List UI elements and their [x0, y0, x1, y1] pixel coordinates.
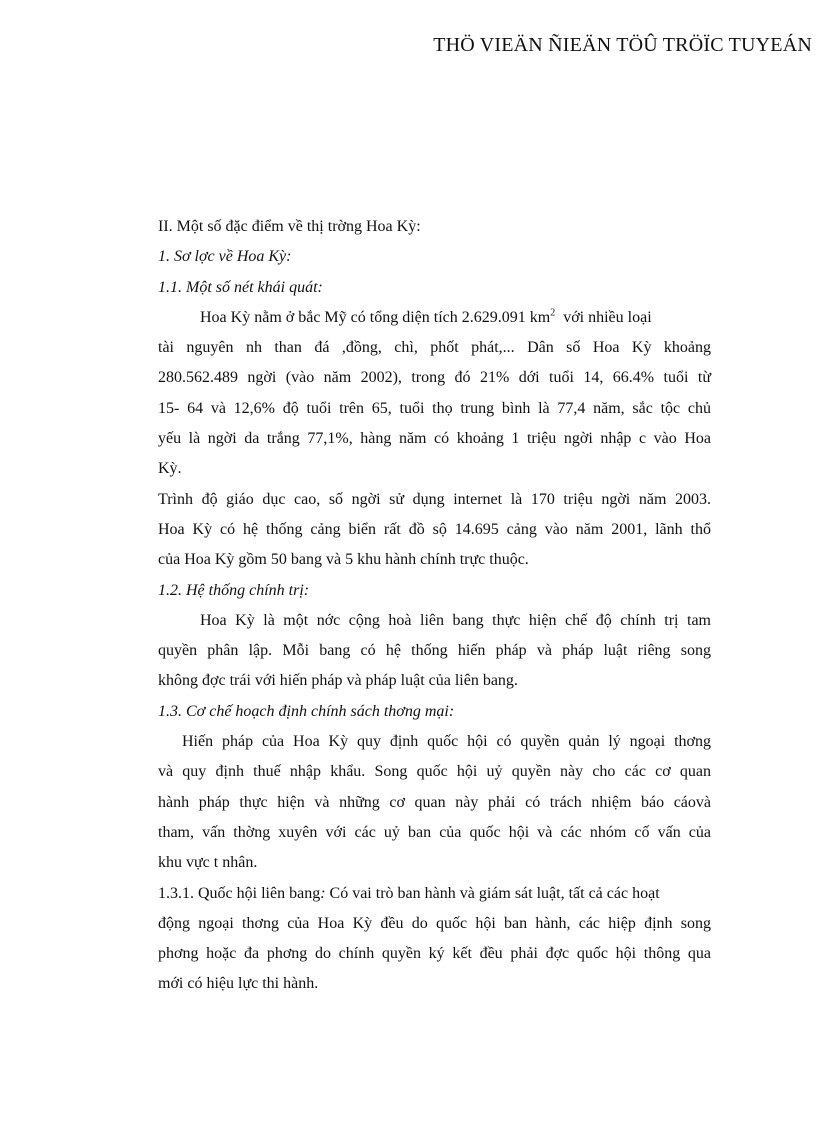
- paragraph-line: Hiến pháp của Hoa Kỳ quy định quốc hội có quyền quản lý ngoại thơng: [182, 733, 711, 751]
- paragraph-line: động ngoại thơng của Hoa Kỳ đều do quốc hội ban hành, các hiệp định song: [158, 914, 711, 932]
- paragraph-text: Hoa Kỳ nằm ở bắc Mỹ có tổng diện tích 2.629.091 km: [200, 308, 551, 326]
- section-1-heading: 1. Sơ lợc về Hoa Kỳ:: [158, 248, 292, 266]
- paragraph-line: yếu là ngời da trắng 77,1%, hàng năm có khoảng 1 triệu ngời nhập c vào Hoa: [158, 430, 711, 448]
- paragraph-line: không đợc trái với hiến pháp và pháp luật của liên bang.: [158, 672, 518, 690]
- paragraph-line: Trình độ giáo dục cao, số ngời sử dụng internet là 170 triệu ngời năm 2003.: [158, 490, 711, 508]
- paragraph-line: tham, vấn thờng xuyên với các uỷ ban của quốc hội và các nhóm cố vấn của: [158, 823, 711, 841]
- paragraph-line: Kỳ.: [158, 460, 182, 478]
- section-1-3-heading: 1.3. Cơ chế hoạch định chính sách thơng mại:: [158, 702, 455, 720]
- paragraph-line: tài nguyên nh than đá ,đồng, chì, phốt phát,... Dân số Hoa Kỳ khoảng: [158, 339, 711, 357]
- page-header-title: THÖ VIEÄN ÑIEÄN TÖÛ TRÖÏC TUYEÁN: [433, 34, 812, 56]
- superscript: 2: [550, 307, 556, 319]
- section-1-3-1-colon: :: [320, 884, 326, 902]
- section-1-3-1-label: 1.3.1. Quốc hội liên bang: [158, 884, 321, 902]
- paragraph-line: và quy định thuế nhập khẩu. Song quốc hội uỷ quyền này cho các cơ quan: [158, 763, 711, 781]
- section-1-2-heading: 1.2. Hệ thống chính trị:: [158, 581, 310, 599]
- section-1-3-1-first-line: [158, 879, 711, 909]
- paragraph-line: mới có hiệu lực thi hành.: [158, 975, 319, 993]
- paragraph-line: hành pháp thực hiện và những cơ quan này phải có trách nhiệm báo cáovà: [158, 793, 711, 811]
- paragraph-text: Có vai trò ban hành và giám sát luật, tất cả các hoạt: [325, 884, 660, 902]
- paragraph-line: phơng hoặc đa phơng do chính quyền ký kết đều phải đợc quốc hội thông qua: [158, 945, 711, 963]
- main-heading: II. Một số đặc điểm về thị trờng Hoa Kỳ:: [158, 218, 421, 235]
- paragraph-line: của Hoa Kỳ gồm 50 bang và 5 khu hành chính trực thuộc.: [158, 551, 529, 569]
- paragraph-line: khu vực t nhân.: [158, 854, 258, 872]
- paragraph-line: quyền phân lập. Mỗi bang có hệ thống hiến pháp và pháp luật riêng song: [158, 642, 711, 660]
- paragraph-line: Hoa Kỳ là một nớc cộng hoà liên bang thực hiện chế độ chính trị tam: [200, 611, 711, 629]
- paragraph-line: 15- 64 và 12,6% độ tuổi trên 65, tuổi thọ trung bình là 77,4 năm, sắc tộc chủ: [158, 399, 711, 417]
- paragraph-text: với nhiều loại: [563, 308, 652, 326]
- paragraph-line: 280.562.489 ngời (vào năm 2002), trong đó 21% dới tuổi 14, 66.4% tuổi từ: [158, 369, 711, 387]
- paragraph-line: [158, 303, 711, 333]
- document-body: [158, 212, 711, 1000]
- paragraph-line: Hoa Kỳ có hệ thống cảng biển rất đồ sộ 14.695 cảng vào năm 2001, lãnh thổ: [158, 520, 711, 538]
- section-1-1-heading: 1.1. Một số nét khái quát:: [158, 278, 323, 296]
